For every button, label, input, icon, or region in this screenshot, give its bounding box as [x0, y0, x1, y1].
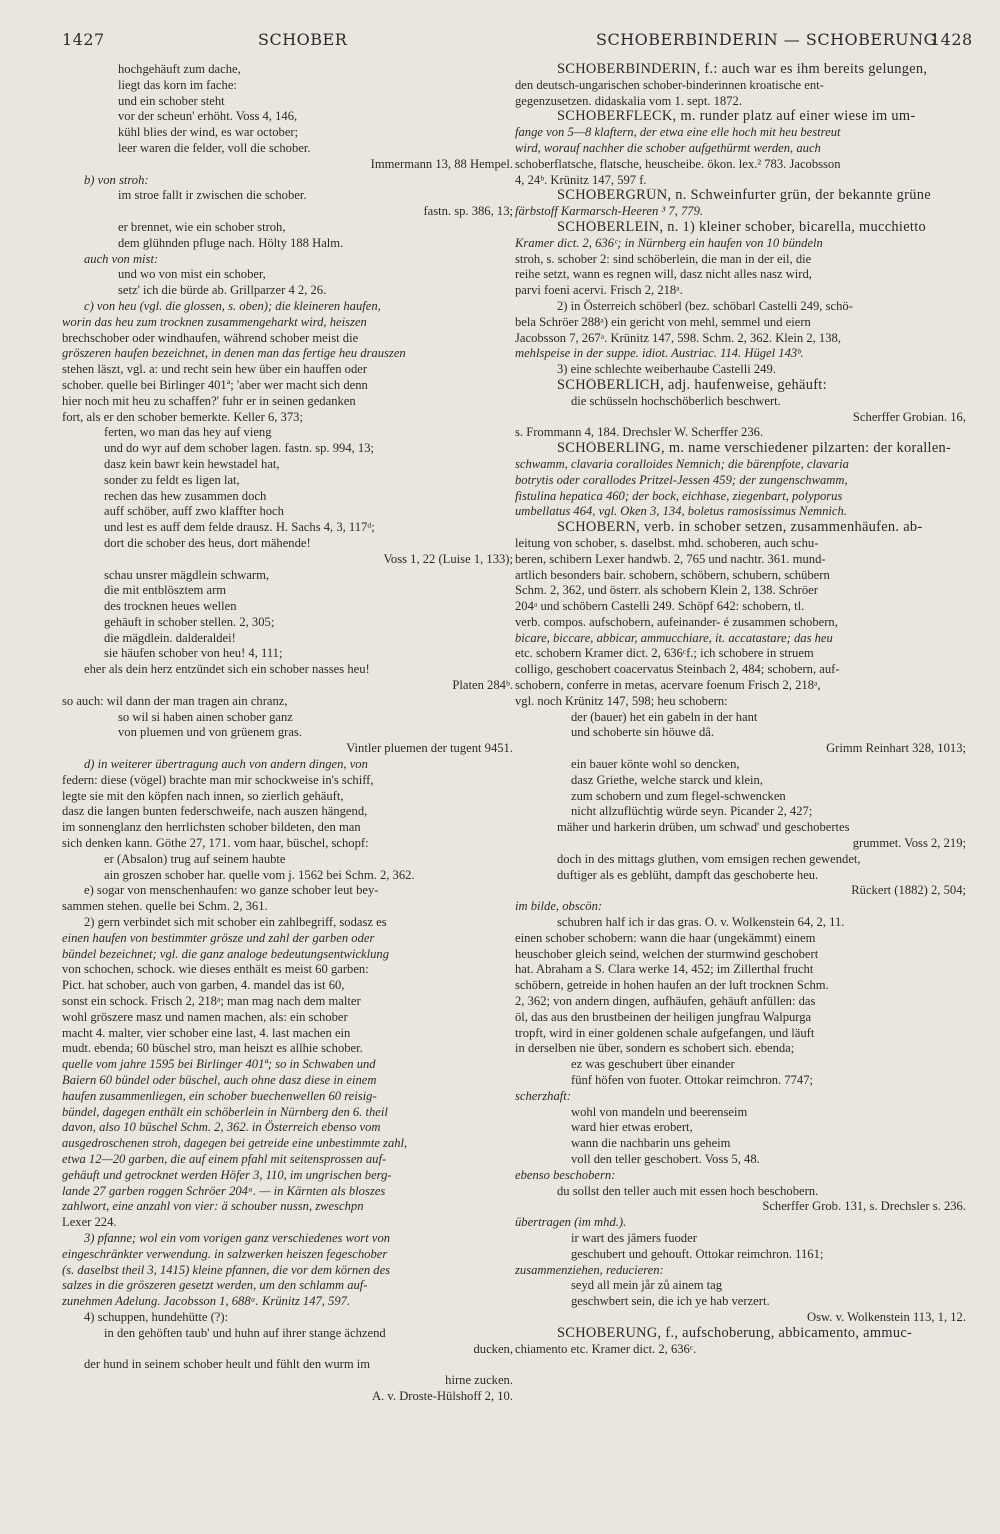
text-line: schöbern, getreide in hohen haufen an der luft trocknen Schm.	[515, 978, 829, 993]
text-line: und lest es auff dem felde drausz. H. Sachs 4, 3, 117ᵈ;	[104, 520, 375, 535]
text-line: leer waren die felder, voll die schober.	[118, 140, 311, 155]
text-line: in derselben nie über, sondern es schobert sich. ebenda;	[515, 1041, 795, 1056]
text-line: liegt das korn im fache:	[118, 77, 237, 92]
text-line: im stroe fallt ir zwischen die schober.	[118, 188, 307, 203]
text-line: Baiern 60 bündel oder büschel, auch ohne dasz diese in einem	[62, 1073, 377, 1087]
text-line: federn: diese (vögel) brachte man mir schockweise in's schiff,	[62, 772, 374, 787]
text-line: ferten, wo man das hey auf vieng	[104, 425, 272, 440]
text-line: nicht allzuflüchtig würde seyn. Picander 2, 427;	[571, 804, 813, 819]
text-line: und schoberte sin höuwe dâ.	[571, 725, 715, 740]
text-line: b) von stroh:	[84, 172, 149, 187]
text-line: SCHOBERBINDERIN, f.: auch war es ihm bereits gelungen,	[557, 62, 928, 77]
text-line: legte sie mit den köpfen nach innen, so zierlich gehäuft,	[62, 788, 344, 803]
text-line: ausgedroschenen stroh, dagegen bei getreide eine unbestimmte zahl,	[62, 1136, 408, 1151]
text-line: etwa 12—20 garben, die auf einem pfahl mit seitensprossen auf-	[62, 1151, 387, 1166]
text-line: vor der scheun' erhöht. Voss 4, 146,	[118, 109, 298, 124]
text-line: etc. schobern Kramer dict. 2, 636ᶜf.; ich schobere in struem	[515, 646, 814, 661]
text-line: d) in weiterer übertragung auch von andern dingen, von	[84, 757, 368, 772]
text-line: dasz Griethe, welche starck und klein,	[571, 772, 763, 787]
text-line: c) von heu (vgl. die glossen, s. oben); die kleineren haufen,	[84, 298, 381, 313]
text-line: hier noch mit heu zu schaffen?' fuhr er in seinen gedanken	[62, 393, 356, 408]
text-line: auch von mist:	[84, 251, 159, 266]
text-line: zum schobern und zum flegel-schwencken	[571, 788, 786, 803]
text-line: mehlspeise in der suppe. idiot. Austriac. 114. Hügel 143ᵇ.	[515, 346, 804, 361]
text-line: s. Frommann 4, 184. Drechsler W. Scherffer 236.	[515, 425, 764, 440]
text-line: 2, 362; von andern dingen, aufhäufen, gehäuft anfüllen: das	[515, 994, 816, 1009]
text-line: ez was geschubert über einander	[571, 1057, 735, 1072]
right-running-head: SCHOBERBINDERIN — SCHOBERUNG	[596, 30, 937, 49]
text-line: ein bauer könte wohl so dencken,	[571, 757, 740, 772]
text-line: ain groszen schober har. quelle vom j. 1562 bei Schm. 2, 362.	[104, 867, 415, 882]
text-line: Platen 284ᵇ.	[452, 678, 513, 693]
text-line: SCHÖBERLICH, adj. haufenweise, gehäuft:	[557, 377, 827, 393]
text-line: 2) gern verbindet sich mit schober ein zahlbegriff, sodasz es	[84, 915, 387, 930]
text-line: beren, schibern Lexer handwb. 2, 765 und nachtr. 361. mund-	[515, 551, 826, 566]
text-line: 3) pfanne; wol ein vom vorigen ganz verschiedenes wort von	[84, 1230, 391, 1245]
text-line: Voss 1, 22 (Luise 1, 133);	[383, 551, 513, 566]
text-line: davon, also 10 büschel Schm. 2, 362. in Österreich ebenso vom	[62, 1120, 381, 1135]
left-text-column	[62, 62, 517, 1482]
text-line: mudt. ebenda; 60 büschel stro, man heiszt es allhie schober.	[62, 1041, 363, 1056]
text-line: zusammenziehen, reducieren:	[515, 1262, 664, 1277]
text-line: im bilde, obscön:	[515, 899, 603, 914]
text-line: ward hier etwas erobert,	[571, 1120, 693, 1135]
text-line: im sonnenglanz den herrlichsten schober bildeten, den man	[62, 820, 361, 835]
text-line: zunehmen Adelung. Jacobsson 1, 688ᵃ. Krünitz 147, 597.	[62, 1294, 351, 1309]
text-line: SCHOBERFLECK, m. runder platz auf einer wiese im um-	[557, 109, 916, 125]
text-line: Pict. hat schober, auch von garben, 4. mandel das ist 60,	[62, 978, 345, 993]
text-line: duftiger als es geblüht, dampft das geschoberte heu.	[557, 867, 819, 882]
text-line: SCHOBERGRÜN, n. Schweinfurter grün, der bekannte grüne	[557, 188, 931, 204]
text-line: übertragen (im mhd.).	[515, 1215, 627, 1230]
text-line: der (bauer) het ein gabeln in der hant	[571, 709, 758, 724]
text-line: fünf höfen von fuoter. Ottokar reimchron. 7747;	[571, 1073, 814, 1087]
text-line: 3) eine schlechte weiberhaube Castelli 249.	[557, 362, 776, 377]
text-line: zahlwort, eine anzahl von vier: ä schouber nussn, zweschpn	[62, 1199, 364, 1214]
text-line: schobern, conferre in metas, acervare foenum Frisch 2, 218ᵃ,	[515, 678, 821, 693]
text-line: so auch: wil dann der man tragen ain chranz,	[62, 693, 288, 708]
text-line: schoberflatsche, flatsche, heuscheibe. ökon. lex.² 783. Jacobsson	[515, 156, 841, 171]
text-line: stroh, s. schober 2: sind schöberlein, die man in der eil, die	[515, 251, 812, 266]
text-line: e) sogar von menschenhaufen: wo ganze schober leut bey-	[84, 883, 379, 898]
text-line: bündel, dagegen enthält ein schöberlein in Nürnberg den 6. theil	[62, 1104, 388, 1119]
text-line: ir wart des jâmers fuoder	[571, 1230, 697, 1245]
text-line: tropft, wird in einer goldenen schale aufgefangen, und läuft	[515, 1025, 815, 1040]
text-line: Jacobsson 7, 267ᵃ. Krünitz 147, 598. Schm. 2, 362. Klein 2, 138,	[515, 330, 841, 345]
text-line: schwamm, clavaria coralloides Nemnich; die bärenpfote, clavaria	[515, 456, 849, 471]
text-line: öl, das aus den brustbeinen der heiligen jungfrau Walpurga	[515, 1009, 812, 1024]
text-line: heuschober gleich seind, welchen der sturmwind geschobert	[515, 946, 819, 961]
text-line: geschubert und gehouft. Ottokar reimchron. 1161;	[571, 1246, 824, 1261]
text-line: sich denken kann. Göthe 27, 171. vom haar, büschel, schopf:	[62, 836, 369, 851]
text-line: die schüsseln hochschöberlich beschwert.	[571, 393, 781, 408]
text-line: sie häufen schober von heu! 4, 111;	[104, 646, 283, 661]
text-line: SCHÖBERLEIN, n. 1) kleiner schober, bicarella, mucchietto	[557, 219, 926, 235]
text-line: seyd all mein jår zů ainem tag	[571, 1278, 723, 1293]
text-line: der hund in seinem schober heult und fühlt den wurm im	[84, 1357, 371, 1372]
text-line: hochgehäuft zum dache,	[118, 62, 241, 76]
text-line: 204ᵃ und schöbern Castelli 249. Schöpf 642: schobern, tl.	[515, 599, 805, 614]
text-line: chiamento etc. Kramer dict. 2, 636ᶜ.	[515, 1341, 697, 1356]
text-line: rechen das hew zusammen doch	[104, 488, 267, 503]
text-line: brechschober oder windhaufen, während schober meist die	[62, 330, 359, 345]
text-line: und ein schober steht	[118, 93, 225, 108]
text-line: haufen zusammenliegen, ein schober buechenwellen 60 reisig-	[62, 1088, 377, 1103]
text-line: den deutsch-ungarischen schober-binderinnen kroatische ent-	[515, 77, 824, 92]
text-line: schau unsrer mägdlein schwarm,	[104, 567, 270, 582]
text-line: so wil si haben ainen schober ganz	[118, 709, 293, 724]
text-line: umbellatus 464, vgl. Oken 3, 134, boletus ramosissimus Nemnich.	[515, 504, 847, 519]
text-line: grummet. Voss 2, 219;	[852, 836, 966, 851]
text-line: dasz kein bawr kein hewstadel hat,	[104, 456, 280, 471]
text-line: wohl von mandeln und beerenseim	[571, 1104, 748, 1119]
text-line: voll den teller geschobert. Voss 5, 48.	[571, 1151, 760, 1166]
text-line: setz' ich die bürde ab. Grillparzer 4 2, 26.	[118, 283, 327, 298]
text-line: er brennet, wie ein schober stroh,	[118, 219, 286, 234]
text-line: du sollst den teller auch mit essen hoch beschobern.	[557, 1183, 819, 1198]
text-line: Immermann 13, 88 Hempel.	[370, 156, 513, 171]
text-line: vgl. noch Krünitz 147, 598; heu schobern:	[515, 693, 728, 708]
text-line: schober. quelle bei Birlinger 401ª; 'aber wer macht sich denn	[62, 377, 368, 392]
text-line: wird, worauf nachher die schober aufgethürmt werden, auch	[515, 140, 821, 155]
text-line: stehen läszt, vgl. a: und recht sein hew über ein hauffen oder	[62, 362, 368, 377]
text-line: ducken,	[473, 1341, 513, 1356]
text-line: A. v. Droste-Hülshoff 2, 10.	[372, 1388, 513, 1403]
text-line: auff schöber, auff zwo klaffter hoch	[104, 504, 284, 519]
text-line: ebenso beschobern:	[515, 1167, 616, 1182]
text-line: Grimm Reinhart 328, 1013;	[826, 741, 966, 756]
text-line: die mägdlein. dalderaldei!	[104, 630, 236, 645]
text-line: eher als dein herz entzündet sich ein schober nasses heu!	[84, 662, 370, 677]
text-line: scherzhaft:	[515, 1088, 571, 1103]
text-line: worin das heu zum trocknen zusammengeharkt wird, heiszen	[62, 314, 367, 329]
text-line: leitung von schober, s. daselbst. mhd. schoberen, auch schu-	[515, 535, 819, 550]
text-line: gehäuft und getrocknet werden Höfer 3, 110, im ungrischen berg-	[62, 1167, 392, 1182]
text-line: Kramer dict. 2, 636ᶜ; in Nürnberg ein haufen von 10 bündeln	[515, 235, 823, 250]
text-line: bündel bezeichnet; vgl. die ganz analoge bedeutungsentwicklung	[62, 946, 390, 961]
text-line: von schochen, schock. wie dieses enthält es meist 60 garben:	[62, 962, 369, 977]
text-line: geschwbert sein, die ich ye hab verzert.	[571, 1294, 770, 1309]
text-line: sonst ein schock. Frisch 2, 218ᵃ; man mag nach dem malter	[62, 994, 361, 1009]
text-line: Scherffer Grobian. 16,	[852, 409, 966, 424]
text-line: Rückert (1882) 2, 504;	[851, 883, 966, 898]
text-line: des trocknen heues wellen	[104, 599, 237, 614]
text-line: hirne zucken.	[445, 1373, 513, 1388]
text-line: fistulina hepatica 460; der bock, eichhase, ziegenbart, polyporus	[515, 488, 843, 503]
text-line: eingeschränkter verwendung. in salzwerken heiszen fegeschober	[62, 1246, 388, 1261]
text-line: lande 27 garben roggen Schröer 204ᵃ. — in Kärnten als bloszes	[62, 1183, 386, 1198]
text-line: SCHOBERUNG, f., aufschoberung, abbicamento, ammuc-	[557, 1325, 913, 1341]
text-line: dort die schober des heus, dort mähende!	[104, 535, 311, 550]
text-line: bicare, biccare, abbicar, ammucchiare, it. accatastare; das heu	[515, 630, 833, 645]
left-page-number: 1427	[62, 30, 105, 49]
text-line: kühl blies der wind, es war october;	[118, 125, 299, 140]
text-line: dem glühnden pfluge nach. Hölty 188 Halm.	[118, 235, 344, 250]
left-running-head: SCHOBER	[258, 30, 348, 49]
text-line: Lexer 224.	[62, 1215, 117, 1230]
text-line: colligo, geschobert coacervatus Steinbach 2, 484; schobern, auf-	[515, 662, 840, 677]
text-line: einen schober schobern: wann die haar (ungekämmt) einem	[515, 930, 816, 945]
text-line: schubren half ich ir das gras. O. v. Wolkenstein 64, 2, 11.	[557, 915, 845, 930]
text-line: gröszeren haufen bezeichnet, in denen man das fertige heu drauszen	[62, 346, 406, 361]
text-line: Schm. 2, 362, und österr. als schobern Klein 2, 138. Schröer	[515, 583, 818, 598]
text-line: verb. compos. aufschobern, aufeinander- é zusammen schobern,	[515, 614, 838, 629]
text-line: von pluemen und von grüenem gras.	[118, 725, 302, 740]
text-line: fastn. sp. 386, 13;	[423, 204, 513, 219]
text-line: 4) schuppen, hundehütte (?):	[84, 1309, 229, 1324]
text-line: er (Absalon) trug auf seinem haubte	[104, 851, 286, 866]
text-line: artlich besonders bair. schobern, schöbern, schubern, schübern	[515, 567, 830, 582]
text-line: die mit entblösztem arm	[104, 583, 227, 598]
text-line: Vintler pluemen der tugent 9451.	[346, 741, 513, 756]
text-line: reihe setzt, wann es regnen will, dasz nicht alles nasz wird,	[515, 267, 812, 282]
text-line: (s. daselbst theil 3, 1415) kleine pfannen, die vor dem körnen des	[62, 1262, 391, 1277]
text-line: 2) in Österreich schöberl (bez. schöbarl Castelli 249, schö-	[557, 298, 853, 313]
text-line: fort, als er den schober bemerkte. Keller 6, 373;	[62, 409, 303, 424]
text-line: SCHÖBERLING, m. name verschiedener pilzarten: der korallen-	[557, 441, 952, 457]
text-line: mäher und harkerin drüben, um schwad' und geschobertes	[557, 820, 850, 835]
text-line: sonder zu feldt es ligen lat,	[104, 472, 240, 487]
text-line: einen haufen von bestimmter grösze und zahl der garben oder	[62, 930, 375, 945]
text-line: und wo von mist ein schober,	[118, 267, 266, 282]
right-page-number: 1428	[930, 30, 973, 49]
text-line: gegenzusetzen. didaskalia vom 1. sept. 1872.	[515, 93, 742, 108]
text-line: gehäuft in schober stellen. 2, 305;	[104, 614, 275, 629]
text-line: quelle vom jahre 1595 bei Birlinger 401ª; so in Schwaben und	[62, 1057, 376, 1072]
text-line: wohl gröszere masz und namen machen, als: ein schober	[62, 1009, 348, 1024]
text-line: SCHOBERN, verb. in schober setzen, zusammenhäufen. ab-	[557, 520, 923, 536]
text-line: färbstoff Karmarsch-Heeren ³ 7, 779.	[515, 204, 704, 219]
text-line: parvi foeni acervi. Frisch 2, 218ᵃ.	[515, 283, 683, 298]
text-line: Scherffer Grob. 131, s. Drechsler s. 236.	[762, 1199, 966, 1214]
text-line: wann die nachbarin uns geheim	[571, 1136, 731, 1151]
text-line: und do wyr auf dem schober lagen. fastn. sp. 994, 13;	[104, 441, 375, 456]
text-line: Osw. v. Wolkenstein 113, 1, 12.	[807, 1309, 966, 1324]
text-line: botrytis oder corallodes Pritzel-Jessen 459; der zungenschwamm,	[515, 472, 848, 487]
text-line: hat. Abraham a S. Clara werke 14, 452; im Zillerthal frucht	[515, 962, 814, 977]
text-line: bela Schröer 288ᵃ) ein gericht von mehl, semmel und eiern	[515, 314, 811, 329]
text-line: doch in des mittags gluthen, vom emsigen rechen gewendet,	[557, 851, 861, 866]
text-line: salzes in die gröszeren gesetzt werden, um den schlamm auf-	[62, 1278, 368, 1293]
text-line: 4, 24ᵇ. Krünitz 147, 597 f.	[515, 172, 647, 187]
text-line: macht 4. malter, vier schober eine last, 4. last machen ein	[62, 1025, 351, 1040]
text-line: in den gehöften taub' und huhn auf ihrer stange ächzend	[104, 1325, 386, 1340]
text-line: dasz die langen bunten federschweife, nach auszen hängend,	[62, 804, 368, 819]
text-line: sammen stehen. quelle bei Schm. 2, 361.	[62, 899, 268, 914]
text-line: fange von 5—8 klaftern, der etwa eine elle hoch mit heu bestreut	[515, 125, 841, 140]
right-text-column	[515, 62, 970, 1482]
